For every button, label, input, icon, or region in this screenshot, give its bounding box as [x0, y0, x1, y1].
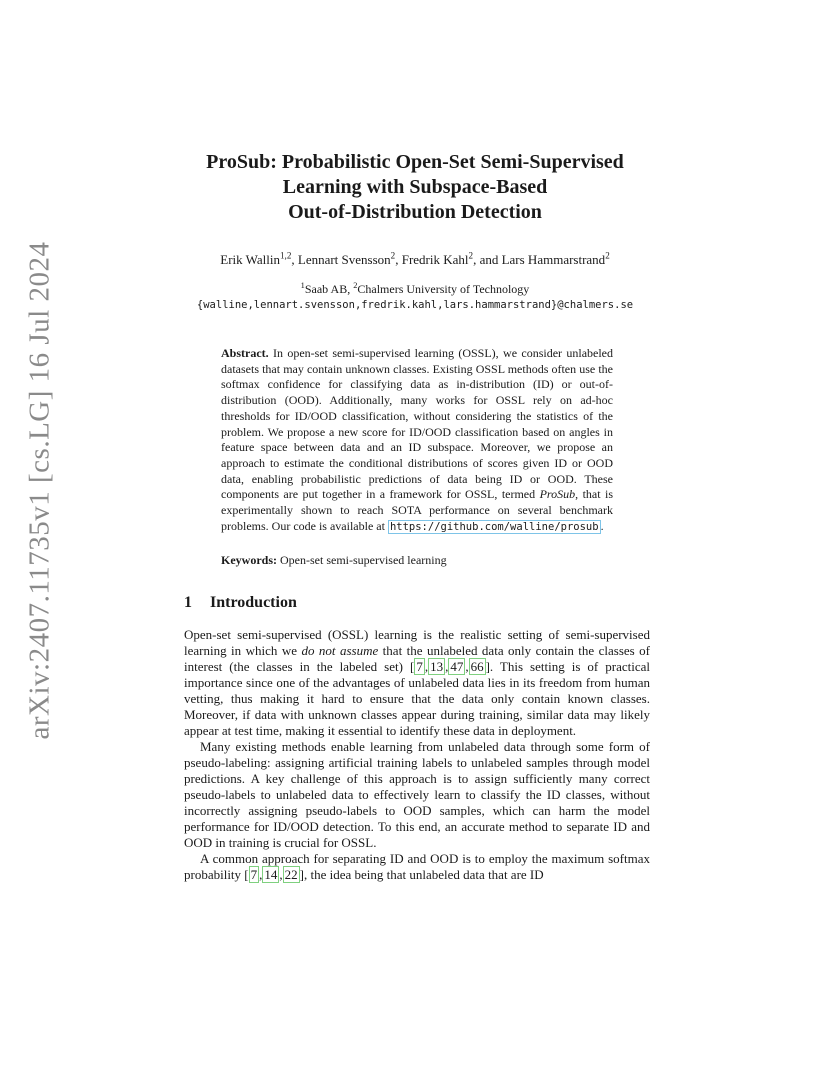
author-3: Fredrik Kahl	[401, 252, 469, 267]
abstract-end: .	[600, 518, 604, 533]
author-1: Erik Wallin	[220, 252, 280, 267]
author-1-affiliation: 1,2	[280, 250, 292, 261]
abstract	[221, 346, 613, 535]
citation-link[interactable]: 47	[450, 659, 464, 674]
citation-link[interactable]: 14	[264, 867, 278, 882]
author-emails: {walline,lennart.svensson,fredrik.kahl,lars.hammarstrand}@chalmers.se	[196, 299, 634, 311]
code-url-link[interactable]: https://github.com/walline/prosub	[389, 520, 599, 533]
author-2: Lennart Svensson	[297, 252, 391, 267]
affiliation-1-marker: 1	[300, 281, 305, 290]
paragraph-1-text-a: Open-set semi-supervised (OSSL) learning is the realistic setting of semi-supervised learning in which we	[184, 627, 650, 658]
paragraph-1-text-b: that the unlabeled data only contain the classes of interest (the classes in the labeled set) [	[184, 643, 651, 674]
citation-link[interactable]: 66	[470, 659, 484, 674]
body-text	[184, 627, 650, 883]
author-2-affiliation: 2	[390, 250, 396, 261]
paper-title	[150, 150, 680, 225]
author-3-affiliation: 2	[468, 250, 474, 261]
citation-link[interactable]: 7	[250, 867, 258, 882]
keywords	[221, 553, 613, 568]
paragraph-3: A common approach for separating ID and OOD is to employ the maximum softmax probability [ 7 , 14 , 22 ], the idea being that unlabeled data that are ID	[184, 851, 650, 882]
paragraph-1-emphasis: do not assume	[301, 643, 379, 658]
title-line-1: ProSub: Probabilistic Open-Set Semi-Supervised	[206, 151, 624, 173]
paragraph-3-text-b: ], the idea being that unlabeled data that are ID	[299, 867, 544, 882]
arxiv-side-stamp	[20, 241, 60, 739]
section-number: 1	[184, 594, 192, 611]
title-line-3: Out-of-Distribution Detection	[288, 201, 542, 223]
paragraph-2: Many existing methods enable learning from unlabeled data through some form of pseudo-labeling: assigning artificial training labels to unlabeled samples through model predictions. A key challenge of this approach is to assign sufficiently many correct pseudo-labels to unlabeled data to effectively learn to classify the ID classes, without incorrectly assigning pseudo-labels to OOD samples, which can harm the model performance for ID/OOD detection. To this end, an accurate method to separate ID and OOD in training is crucial for OSSL.	[184, 739, 650, 850]
citation-link[interactable]: 13	[430, 659, 444, 674]
paragraph-3-text-a: A common approach for separating ID and OOD is to employ the maximum softmax probability [	[184, 851, 650, 882]
keywords-label: Keywords:	[221, 553, 277, 567]
affiliation-2: Chalmers University of Technology	[357, 282, 530, 296]
abstract-text-2: , that is experimentally shown to reach SOTA performance on several benchmark problems. Our code is available at	[221, 487, 614, 533]
arxiv-identifier: arXiv:2407.11735v1 [cs.LG] 16 Jul 2024	[23, 241, 56, 739]
author-4: and Lars Hammarstrand	[479, 252, 606, 267]
section-title: Introduction	[210, 594, 297, 611]
title-line-2: Learning with Subspace-Based	[282, 176, 548, 198]
abstract-framework-name: ProSub	[539, 487, 576, 502]
abstract-text: In open-set semi-supervised learning (OSSL), we consider unlabeled datasets that may contain unknown classes. Existing OSSL methods often use the softmax confidence for classifying data as in-distribution (ID) or out-of-distribution (OOD). Additionally, many works for OSSL rely on ad-hoc thresholds for ID/OOD classification, without considering the statistics of the problem. We propose a new score for ID/OOD classification based on angles in feature space between data and an ID subspace. Moreover, we propose an approach to estimate the conditional distributions of scores given ID or OOD data, enabling probabilistic predictions of data being ID or OOD. These components are put together in a framework for OSSL, termed	[221, 346, 614, 502]
section-heading	[184, 594, 654, 612]
paragraph-1-text-c: ]. This setting is of practical importance since one of the advantages of unlabeled data lies in its freedom from human vetting, thus making it hard to ensure that the data only contain known classes. Moreover, if data with unknown classes appear during training, similar data may likely appear at test time, making it essential to identify these data in deployment.	[184, 659, 650, 738]
affiliations	[130, 282, 700, 297]
abstract-label: Abstract.	[221, 346, 269, 360]
affiliation-1: Saab AB,	[304, 282, 354, 296]
keywords-text: Open-set semi-supervised learning	[280, 553, 447, 567]
citation-link[interactable]: 7	[416, 659, 423, 674]
author-list: Erik Wallin$^{1,2}$, Lennart Svensson$^2$, Fredrik Kahl$^2$, and Lars Hammarstrand$^2$	[220, 250, 610, 267]
citation-link[interactable]: 22	[284, 867, 298, 882]
affiliation-2-marker: 2	[353, 281, 358, 290]
paragraph-1: Open-set semi-supervised (OSSL) learning is the realistic setting of semi-supervised learning in which we do not assume that the unlabeled data only contain the classes of interest (the classes in the labeled set) [ 7 , 13 , 47 , 66 ]. This setting is of practical importance since one of the advantages of unlabeled data lies in its freedom from human vetting, thus making it hard to ensure that the data only contain known classes. Moreover, if data with unknown classes appear during training, similar data may likely appear at test time, making it essential to identify these data in deployment.	[184, 627, 651, 738]
author-4-affiliation: 2	[605, 250, 610, 261]
